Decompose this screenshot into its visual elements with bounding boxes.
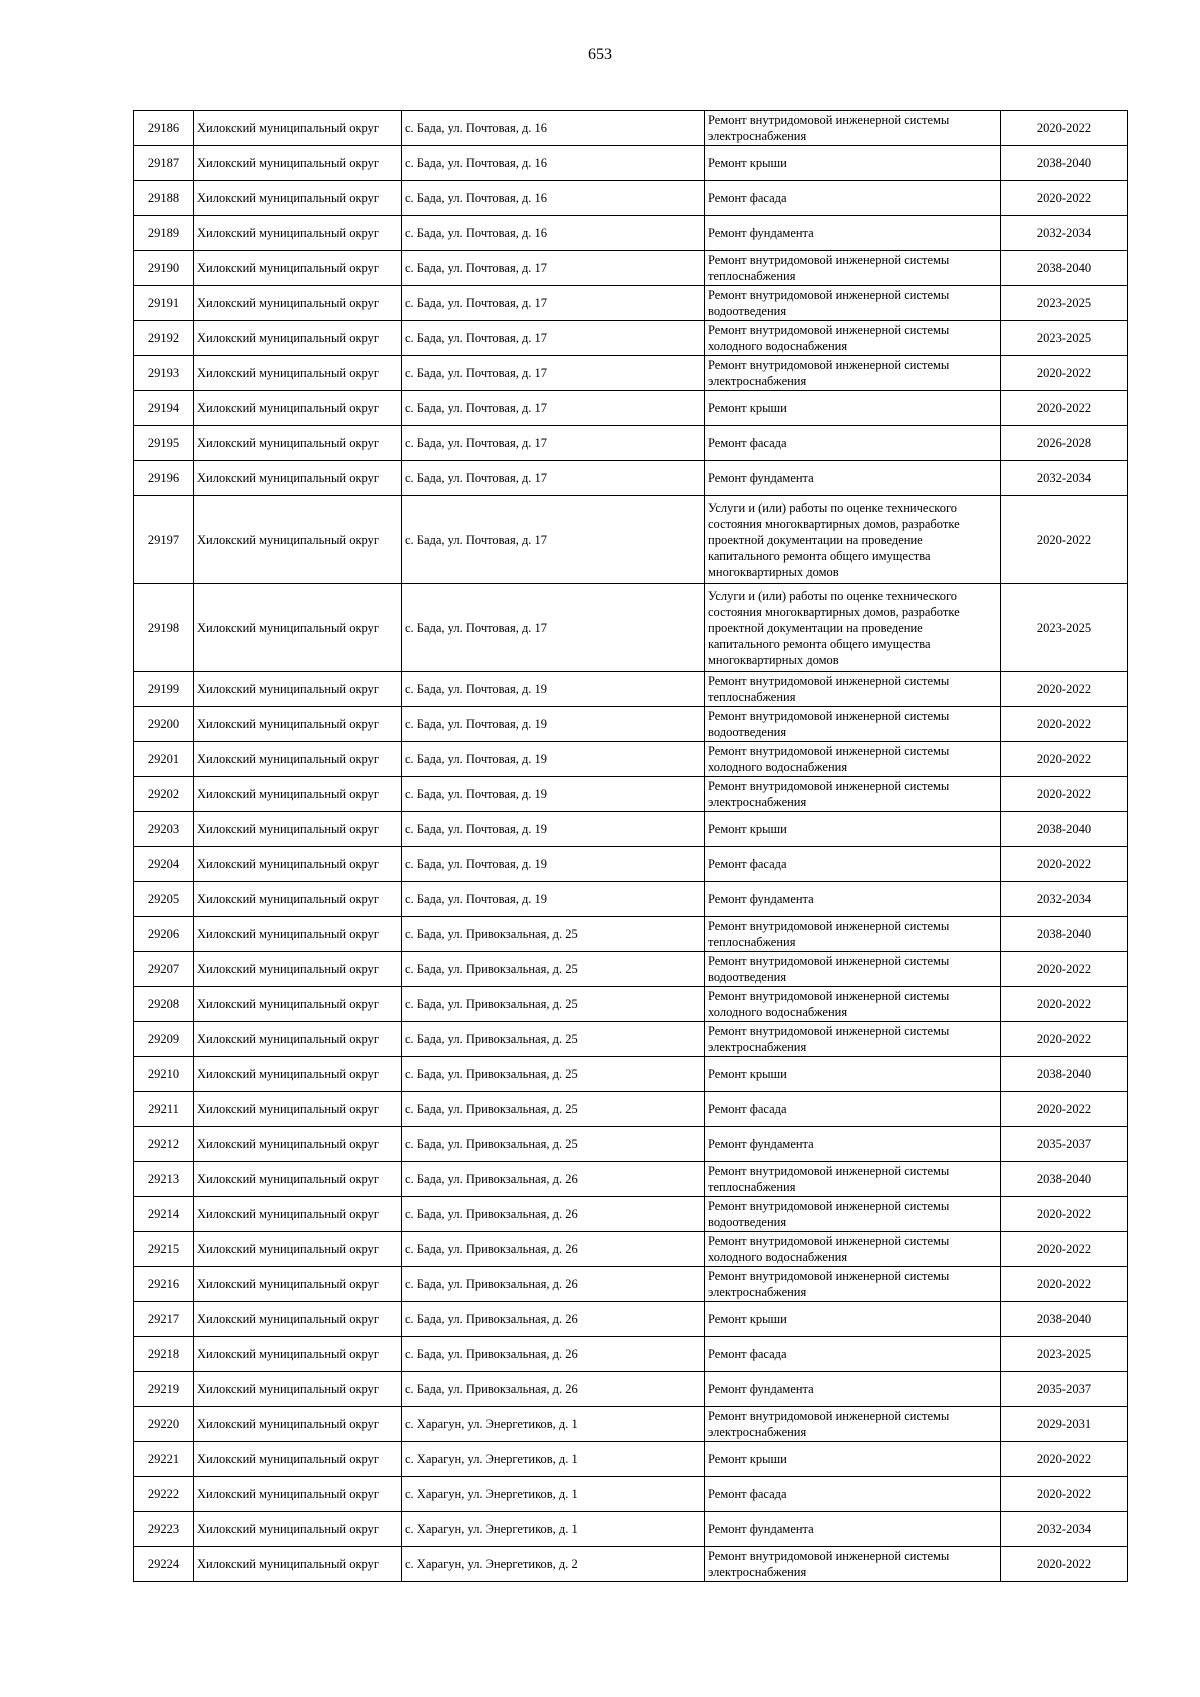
row-number-cell: 29219 — [134, 1372, 194, 1407]
period-cell: 2032-2034 — [1001, 461, 1128, 496]
address-cell: с. Бада, ул. Привокзальная, д. 26 — [402, 1302, 705, 1337]
table-row — [134, 146, 1128, 181]
work-type-cell: Ремонт фундамента — [705, 882, 1001, 917]
row-number-cell: 29201 — [134, 742, 194, 777]
address-cell: с. Бада, ул. Привокзальная, д. 25 — [402, 917, 705, 952]
municipality-cell: Хилокский муниципальный округ — [194, 1232, 402, 1267]
municipality-cell: Хилокский муниципальный округ — [194, 1512, 402, 1547]
address-cell: с. Бада, ул. Почтовая, д. 17 — [402, 356, 705, 391]
work-type-cell: Ремонт внутридомовой инженерной системы электроснабжения — [705, 777, 1001, 812]
row-number-cell: 29203 — [134, 812, 194, 847]
table-row — [134, 1162, 1128, 1197]
table-row — [134, 1477, 1128, 1512]
address-cell: с. Бада, ул. Привокзальная, д. 26 — [402, 1337, 705, 1372]
address-cell: с. Бада, ул. Привокзальная, д. 26 — [402, 1197, 705, 1232]
period-cell: 2020-2022 — [1001, 391, 1128, 426]
row-number-cell: 29186 — [134, 111, 194, 146]
municipality-cell: Хилокский муниципальный округ — [194, 1092, 402, 1127]
row-number-cell: 29192 — [134, 321, 194, 356]
row-number-cell: 29188 — [134, 181, 194, 216]
municipality-cell: Хилокский муниципальный округ — [194, 1442, 402, 1477]
period-cell: 2038-2040 — [1001, 1057, 1128, 1092]
row-number-cell: 29204 — [134, 847, 194, 882]
row-number-cell: 29202 — [134, 777, 194, 812]
municipality-cell: Хилокский муниципальный округ — [194, 1197, 402, 1232]
municipality-cell: Хилокский муниципальный округ — [194, 1337, 402, 1372]
table-row — [134, 1197, 1128, 1232]
period-cell: 2020-2022 — [1001, 952, 1128, 987]
work-type-cell: Ремонт внутридомовой инженерной системы электроснабжения — [705, 1267, 1001, 1302]
work-type-cell: Ремонт фундамента — [705, 1127, 1001, 1162]
table-row — [134, 1442, 1128, 1477]
row-number-cell: 29220 — [134, 1407, 194, 1442]
work-type-cell: Услуги и (или) работы по оценке технического состояния многоквартирных домов, разработке проектной документации на проведение капитального ремонта общего имущества многоквартирных домов — [705, 496, 1001, 584]
work-type-cell: Ремонт внутридомовой инженерной системы водоотведения — [705, 1197, 1001, 1232]
row-number-cell: 29214 — [134, 1197, 194, 1232]
table-row — [134, 812, 1128, 847]
table-row — [134, 1092, 1128, 1127]
address-cell: с. Бада, ул. Почтовая, д. 19 — [402, 812, 705, 847]
address-cell: с. Бада, ул. Привокзальная, д. 25 — [402, 987, 705, 1022]
work-type-cell: Ремонт фасада — [705, 181, 1001, 216]
table-row — [134, 1372, 1128, 1407]
address-cell: с. Харагун, ул. Энергетиков, д. 1 — [402, 1512, 705, 1547]
work-type-cell: Ремонт фасада — [705, 1477, 1001, 1512]
row-number-cell: 29193 — [134, 356, 194, 391]
table-row — [134, 1547, 1128, 1582]
period-cell: 2020-2022 — [1001, 1442, 1128, 1477]
address-cell: с. Харагун, ул. Энергетиков, д. 2 — [402, 1547, 705, 1582]
row-number-cell: 29207 — [134, 952, 194, 987]
municipality-cell: Хилокский муниципальный округ — [194, 952, 402, 987]
row-number-cell: 29218 — [134, 1337, 194, 1372]
period-cell: 2020-2022 — [1001, 987, 1128, 1022]
work-type-cell: Ремонт внутридомовой инженерной системы электроснабжения — [705, 356, 1001, 391]
row-number-cell: 29224 — [134, 1547, 194, 1582]
period-cell: 2032-2034 — [1001, 216, 1128, 251]
address-cell: с. Бада, ул. Привокзальная, д. 25 — [402, 1127, 705, 1162]
work-type-cell: Ремонт внутридомовой инженерной системы электроснабжения — [705, 1022, 1001, 1057]
row-number-cell: 29200 — [134, 707, 194, 742]
work-type-cell: Ремонт внутридомовой инженерной системы холодного водоснабжения — [705, 321, 1001, 356]
period-cell: 2038-2040 — [1001, 1162, 1128, 1197]
work-type-cell: Ремонт крыши — [705, 1302, 1001, 1337]
table-row — [134, 181, 1128, 216]
period-cell: 2020-2022 — [1001, 1092, 1128, 1127]
table-row — [134, 286, 1128, 321]
address-cell: с. Харагун, ул. Энергетиков, д. 1 — [402, 1442, 705, 1477]
work-type-cell: Ремонт крыши — [705, 1442, 1001, 1477]
table-row — [134, 777, 1128, 812]
table-row — [134, 917, 1128, 952]
period-cell: 2020-2022 — [1001, 356, 1128, 391]
period-cell: 2020-2022 — [1001, 181, 1128, 216]
municipality-cell: Хилокский муниципальный округ — [194, 251, 402, 286]
municipality-cell: Хилокский муниципальный округ — [194, 584, 402, 672]
row-number-cell: 29194 — [134, 391, 194, 426]
work-type-cell: Ремонт внутридомовой инженерной системы электроснабжения — [705, 1407, 1001, 1442]
period-cell: 2020-2022 — [1001, 1232, 1128, 1267]
row-number-cell: 29221 — [134, 1442, 194, 1477]
row-number-cell: 29196 — [134, 461, 194, 496]
period-cell: 2023-2025 — [1001, 286, 1128, 321]
address-cell: с. Бада, ул. Почтовая, д. 17 — [402, 461, 705, 496]
work-type-cell: Ремонт фасада — [705, 847, 1001, 882]
municipality-cell: Хилокский муниципальный округ — [194, 461, 402, 496]
address-cell: с. Бада, ул. Почтовая, д. 19 — [402, 707, 705, 742]
work-type-cell: Ремонт внутридомовой инженерной системы холодного водоснабжения — [705, 742, 1001, 777]
municipality-cell: Хилокский муниципальный округ — [194, 1407, 402, 1442]
period-cell: 2020-2022 — [1001, 742, 1128, 777]
period-cell: 2020-2022 — [1001, 1477, 1128, 1512]
period-cell: 2032-2034 — [1001, 1512, 1128, 1547]
table-row — [134, 426, 1128, 461]
address-cell: с. Бада, ул. Почтовая, д. 19 — [402, 882, 705, 917]
row-number-cell: 29215 — [134, 1232, 194, 1267]
work-type-cell: Ремонт крыши — [705, 1057, 1001, 1092]
period-cell: 2023-2025 — [1001, 321, 1128, 356]
address-cell: с. Бада, ул. Почтовая, д. 17 — [402, 496, 705, 584]
municipality-cell: Хилокский муниципальный округ — [194, 1127, 402, 1162]
work-type-cell: Ремонт фасада — [705, 1092, 1001, 1127]
table-row — [134, 1127, 1128, 1162]
work-type-cell: Ремонт внутридомовой инженерной системы водоотведения — [705, 286, 1001, 321]
work-type-cell: Ремонт внутридомовой инженерной системы электроснабжения — [705, 111, 1001, 146]
period-cell: 2020-2022 — [1001, 1022, 1128, 1057]
table-row — [134, 952, 1128, 987]
municipality-cell: Хилокский муниципальный округ — [194, 917, 402, 952]
address-cell: с. Бада, ул. Почтовая, д. 17 — [402, 251, 705, 286]
row-number-cell: 29212 — [134, 1127, 194, 1162]
period-cell: 2020-2022 — [1001, 1197, 1128, 1232]
address-cell: с. Бада, ул. Почтовая, д. 17 — [402, 321, 705, 356]
address-cell: с. Бада, ул. Привокзальная, д. 26 — [402, 1232, 705, 1267]
row-number-cell: 29211 — [134, 1092, 194, 1127]
work-type-cell: Ремонт фундамента — [705, 461, 1001, 496]
municipality-cell: Хилокский муниципальный округ — [194, 111, 402, 146]
table-row — [134, 1267, 1128, 1302]
address-cell: с. Бада, ул. Почтовая, д. 16 — [402, 146, 705, 181]
row-number-cell: 29223 — [134, 1512, 194, 1547]
row-number-cell: 29199 — [134, 672, 194, 707]
row-number-cell: 29198 — [134, 584, 194, 672]
municipality-cell: Хилокский муниципальный округ — [194, 847, 402, 882]
row-number-cell: 29187 — [134, 146, 194, 181]
address-cell: с. Бада, ул. Почтовая, д. 17 — [402, 286, 705, 321]
row-number-cell: 29191 — [134, 286, 194, 321]
municipality-cell: Хилокский муниципальный округ — [194, 356, 402, 391]
municipality-cell: Хилокский муниципальный округ — [194, 1022, 402, 1057]
period-cell: 2020-2022 — [1001, 847, 1128, 882]
address-cell: с. Бада, ул. Привокзальная, д. 26 — [402, 1372, 705, 1407]
table-row — [134, 321, 1128, 356]
period-cell: 2029-2031 — [1001, 1407, 1128, 1442]
row-number-cell: 29209 — [134, 1022, 194, 1057]
table-row — [134, 882, 1128, 917]
row-number-cell: 29222 — [134, 1477, 194, 1512]
table-row — [134, 1337, 1128, 1372]
table-row — [134, 1022, 1128, 1057]
municipality-cell: Хилокский муниципальный округ — [194, 321, 402, 356]
period-cell: 2020-2022 — [1001, 672, 1128, 707]
row-number-cell: 29190 — [134, 251, 194, 286]
address-cell: с. Бада, ул. Почтовая, д. 17 — [402, 426, 705, 461]
work-type-cell: Ремонт внутридомовой инженерной системы водоотведения — [705, 952, 1001, 987]
address-cell: с. Бада, ул. Почтовая, д. 19 — [402, 847, 705, 882]
work-type-cell: Ремонт внутридомовой инженерной системы холодного водоснабжения — [705, 987, 1001, 1022]
address-cell: с. Бада, ул. Привокзальная, д. 25 — [402, 1022, 705, 1057]
table-row — [134, 496, 1128, 584]
address-cell: с. Бада, ул. Привокзальная, д. 25 — [402, 952, 705, 987]
table-row — [134, 391, 1128, 426]
work-type-cell: Ремонт внутридомовой инженерной системы теплоснабжения — [705, 672, 1001, 707]
table-row — [134, 1057, 1128, 1092]
table-row — [134, 1407, 1128, 1442]
table-row — [134, 584, 1128, 672]
address-cell: с. Бада, ул. Почтовая, д. 19 — [402, 777, 705, 812]
address-cell: с. Бада, ул. Почтовая, д. 17 — [402, 391, 705, 426]
work-type-cell: Ремонт внутридомовой инженерной системы водоотведения — [705, 707, 1001, 742]
municipality-cell: Хилокский муниципальный округ — [194, 987, 402, 1022]
work-type-cell: Ремонт фундамента — [705, 1372, 1001, 1407]
row-number-cell: 29217 — [134, 1302, 194, 1337]
period-cell: 2038-2040 — [1001, 1302, 1128, 1337]
capital-repair-table — [133, 110, 1128, 1582]
row-number-cell: 29189 — [134, 216, 194, 251]
municipality-cell: Хилокский муниципальный округ — [194, 391, 402, 426]
work-type-cell: Ремонт крыши — [705, 146, 1001, 181]
period-cell: 2020-2022 — [1001, 1267, 1128, 1302]
page-number: 653 — [588, 46, 612, 63]
municipality-cell: Хилокский муниципальный округ — [194, 1547, 402, 1582]
period-cell: 2020-2022 — [1001, 1547, 1128, 1582]
period-cell: 2035-2037 — [1001, 1127, 1128, 1162]
table-row — [134, 216, 1128, 251]
period-cell: 2020-2022 — [1001, 111, 1128, 146]
address-cell: с. Бада, ул. Привокзальная, д. 25 — [402, 1092, 705, 1127]
table-row — [134, 461, 1128, 496]
table-row — [134, 987, 1128, 1022]
address-cell: с. Бада, ул. Привокзальная, д. 26 — [402, 1162, 705, 1197]
row-number-cell: 29213 — [134, 1162, 194, 1197]
work-type-cell: Ремонт крыши — [705, 812, 1001, 847]
municipality-cell: Хилокский муниципальный округ — [194, 672, 402, 707]
table-row — [134, 1512, 1128, 1547]
municipality-cell: Хилокский муниципальный округ — [194, 1267, 402, 1302]
table-row — [134, 707, 1128, 742]
work-type-cell: Ремонт внутридомовой инженерной системы теплоснабжения — [705, 251, 1001, 286]
row-number-cell: 29208 — [134, 987, 194, 1022]
work-type-cell: Ремонт внутридомовой инженерной системы теплоснабжения — [705, 917, 1001, 952]
municipality-cell: Хилокский муниципальный округ — [194, 286, 402, 321]
table-row — [134, 1232, 1128, 1267]
address-cell: с. Бада, ул. Привокзальная, д. 25 — [402, 1057, 705, 1092]
period-cell: 2023-2025 — [1001, 1337, 1128, 1372]
municipality-cell: Хилокский муниципальный округ — [194, 1302, 402, 1337]
table-row — [134, 847, 1128, 882]
table-row — [134, 111, 1128, 146]
period-cell: 2035-2037 — [1001, 1372, 1128, 1407]
address-cell: с. Бада, ул. Почтовая, д. 16 — [402, 216, 705, 251]
address-cell: с. Бада, ул. Привокзальная, д. 26 — [402, 1267, 705, 1302]
address-cell: с. Бада, ул. Почтовая, д. 16 — [402, 181, 705, 216]
work-type-cell: Ремонт фундамента — [705, 216, 1001, 251]
table-row — [134, 251, 1128, 286]
table-row — [134, 1302, 1128, 1337]
period-cell: 2032-2034 — [1001, 882, 1128, 917]
municipality-cell: Хилокский муниципальный округ — [194, 181, 402, 216]
address-cell: с. Бада, ул. Почтовая, д. 19 — [402, 742, 705, 777]
period-cell: 2020-2022 — [1001, 707, 1128, 742]
municipality-cell: Хилокский муниципальный округ — [194, 1372, 402, 1407]
municipality-cell: Хилокский муниципальный округ — [194, 707, 402, 742]
municipality-cell: Хилокский муниципальный округ — [194, 742, 402, 777]
row-number-cell: 29195 — [134, 426, 194, 461]
municipality-cell: Хилокский муниципальный округ — [194, 882, 402, 917]
period-cell: 2038-2040 — [1001, 812, 1128, 847]
row-number-cell: 29216 — [134, 1267, 194, 1302]
address-cell: с. Харагун, ул. Энергетиков, д. 1 — [402, 1407, 705, 1442]
municipality-cell: Хилокский муниципальный округ — [194, 1057, 402, 1092]
row-number-cell: 29205 — [134, 882, 194, 917]
municipality-cell: Хилокский муниципальный округ — [194, 216, 402, 251]
period-cell: 2038-2040 — [1001, 146, 1128, 181]
municipality-cell: Хилокский муниципальный округ — [194, 777, 402, 812]
period-cell: 2020-2022 — [1001, 777, 1128, 812]
work-type-cell: Услуги и (или) работы по оценке технического состояния многоквартирных домов, разработке проектной документации на проведение капитального ремонта общего имущества многоквартирных домов — [705, 584, 1001, 672]
row-number-cell: 29197 — [134, 496, 194, 584]
municipality-cell: Хилокский муниципальный округ — [194, 1477, 402, 1512]
work-type-cell: Ремонт фасада — [705, 1337, 1001, 1372]
municipality-cell: Хилокский муниципальный округ — [194, 496, 402, 584]
period-cell: 2038-2040 — [1001, 251, 1128, 286]
work-type-cell: Ремонт фасада — [705, 426, 1001, 461]
work-type-cell: Ремонт внутридомовой инженерной системы холодного водоснабжения — [705, 1232, 1001, 1267]
period-cell: 2020-2022 — [1001, 496, 1128, 584]
row-number-cell: 29210 — [134, 1057, 194, 1092]
table-body — [134, 111, 1128, 1582]
municipality-cell: Хилокский муниципальный округ — [194, 426, 402, 461]
period-cell: 2038-2040 — [1001, 917, 1128, 952]
period-cell: 2023-2025 — [1001, 584, 1128, 672]
work-type-cell: Ремонт фундамента — [705, 1512, 1001, 1547]
period-cell: 2026-2028 — [1001, 426, 1128, 461]
municipality-cell: Хилокский муниципальный округ — [194, 1162, 402, 1197]
municipality-cell: Хилокский муниципальный округ — [194, 812, 402, 847]
work-type-cell: Ремонт внутридомовой инженерной системы электроснабжения — [705, 1547, 1001, 1582]
address-cell: с. Бада, ул. Почтовая, д. 16 — [402, 111, 705, 146]
table-row — [134, 742, 1128, 777]
table-row — [134, 356, 1128, 391]
row-number-cell: 29206 — [134, 917, 194, 952]
table-row — [134, 672, 1128, 707]
work-type-cell: Ремонт внутридомовой инженерной системы теплоснабжения — [705, 1162, 1001, 1197]
municipality-cell: Хилокский муниципальный округ — [194, 146, 402, 181]
address-cell: с. Бада, ул. Почтовая, д. 19 — [402, 672, 705, 707]
work-type-cell: Ремонт крыши — [705, 391, 1001, 426]
address-cell: с. Харагун, ул. Энергетиков, д. 1 — [402, 1477, 705, 1512]
address-cell: с. Бада, ул. Почтовая, д. 17 — [402, 584, 705, 672]
